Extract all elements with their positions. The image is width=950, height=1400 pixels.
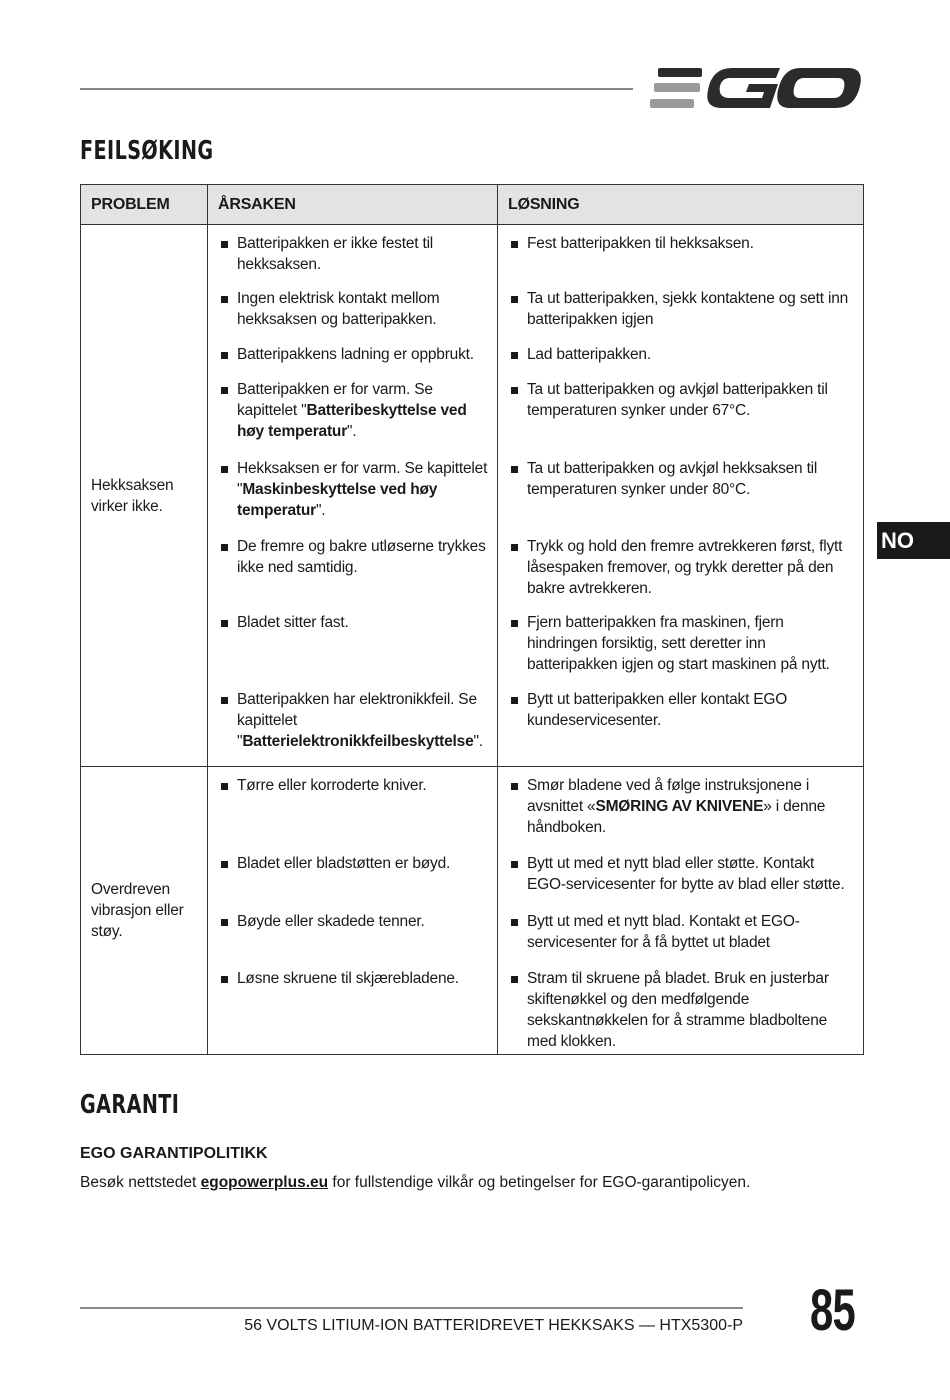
text: Batteripakken har elektronikkfeil. Se kapittelet " <box>237 691 477 750</box>
text: Bytt ut batteripakken eller kontakt EGO kundeservicesenter. <box>527 691 788 729</box>
cause-cell <box>208 225 498 767</box>
bold-text: Batterielektronikkfeilbeskyttelse <box>242 733 474 750</box>
ego-logo <box>650 62 862 114</box>
text: Smør bladene ved å følge instruksjonene i avsnittet « <box>527 777 810 815</box>
cause-item <box>220 853 489 911</box>
table-header-row <box>81 185 864 225</box>
warranty-text-after: for fullstendige vilkår og betingelser for EGO-garantipolicyen. <box>328 1174 751 1191</box>
text: Lad batteripakken. <box>527 346 651 363</box>
cause-item <box>220 344 489 379</box>
column-header-problem: PROBLEM <box>81 185 208 225</box>
page-number: 85 <box>810 1278 856 1343</box>
cause-item <box>220 458 489 536</box>
text: » i denne håndboken. <box>527 798 826 836</box>
bold-text: SMØRING AV KNIVENE <box>595 798 764 815</box>
solution-item <box>510 689 855 766</box>
solution-item <box>510 968 855 1054</box>
cause-item <box>220 288 489 344</box>
text: Løsne skruene til skjærebladene. <box>237 970 459 987</box>
text: Ta ut batteripakken og avkjøl hekksaksen til temperaturen synker under 80°C. <box>527 460 818 498</box>
text: Ingen elektrisk kontakt mellom hekksaksen og batteripakken. <box>237 290 440 328</box>
text: Bøyde eller skadede tenner. <box>237 913 425 930</box>
solution-cell <box>498 225 864 767</box>
solution-item <box>510 288 855 344</box>
cause-item <box>220 775 489 853</box>
table-row <box>81 225 864 767</box>
text: Bladet eller bladstøtten er bøyd. <box>237 855 451 872</box>
solution-item <box>510 911 855 968</box>
header-rule <box>80 88 633 90</box>
cause-item <box>220 911 489 968</box>
column-header-solution: LØSNING <box>498 185 864 225</box>
warranty-text-before: Besøk nettstedet <box>80 1174 201 1191</box>
text: Fest batteripakken til hekksaksen. <box>527 235 754 252</box>
text: Fjern batteripakken fra maskinen, fjern hindringen forsiktig, sett deretter inn batteripakken igjen og start maskinen på nytt. <box>527 614 830 673</box>
bold-text: Maskinbeskyttelse ved høy temperatur <box>237 481 438 519</box>
warranty-link[interactable]: egopowerplus.eu <box>200 1174 329 1191</box>
text: Batteripakkens ladning er oppbrukt. <box>237 346 474 363</box>
text: Bladet sitter fast. <box>237 614 349 631</box>
text: De fremre og bakre utløserne trykkes ikke ned samtidig. <box>237 538 486 576</box>
text: Batteripakken er for varm. Se kapittelet " <box>237 381 433 419</box>
text: Stram til skruene på bladet. Bruk en justerbar skiftenøkkel og den medfølgende sekskantnøkkelen for å stramme bladboltene med klokken. <box>527 970 829 1050</box>
footer-text: 56 VOLTS LITIUM-ION BATTERIDREVET HEKKSAKS — HTX5300-P <box>244 1317 743 1334</box>
text: Ta ut batteripakken og avkjøl batteripakken til temperaturen synker under 67°C. <box>527 381 828 419</box>
text: ". <box>347 423 357 440</box>
solution-item <box>510 233 855 288</box>
column-header-cause: ÅRSAKEN <box>208 185 498 225</box>
cause-item <box>220 612 489 689</box>
text: Ta ut batteripakken, sjekk kontaktene og sett inn batteripakken igjen <box>527 290 849 328</box>
text: Bytt ut med et nytt blad. Kontakt et EGO-servicesenter for å få byttet ut bladet <box>527 913 800 951</box>
troubleshooting-title: FEILSØKING <box>80 136 214 166</box>
solution-cell <box>498 767 864 1055</box>
solution-item <box>510 536 855 612</box>
table-row <box>81 767 864 1055</box>
cause-item <box>220 379 489 458</box>
language-tab: NO <box>877 522 950 559</box>
problem-cell: Overdreven vibrasjon eller støy. <box>81 767 208 1055</box>
warranty-text <box>80 1174 750 1192</box>
footer-rule <box>80 1307 743 1309</box>
warranty-subtitle: EGO GARANTIPOLITIKK <box>80 1145 268 1162</box>
text: ". <box>315 502 326 519</box>
cause-item <box>220 233 489 288</box>
cause-item <box>220 536 489 612</box>
solution-item <box>510 775 855 853</box>
cause-item <box>220 968 489 1054</box>
solution-item <box>510 612 855 689</box>
text: Bytt ut med et nytt blad eller støtte. Kontakt EGO-servicesenter for bytte av blad eller støtte. <box>527 855 845 893</box>
text: Batteripakken er ikke festet til hekksaksen. <box>237 235 434 273</box>
text: Trykk og hold den fremre avtrekkeren først, flytt låsespaken fremover, og trykk deretter på den bakre avtrekkeren. <box>527 538 843 597</box>
solution-item <box>510 379 855 458</box>
solution-item <box>510 344 855 379</box>
text: Tørre eller korroderte kniver. <box>237 777 427 794</box>
cause-cell <box>208 767 498 1055</box>
problem-cell: Hekksaksen virker ikke. <box>81 225 208 767</box>
warranty-title: GARANTI <box>80 1090 180 1120</box>
text: ". <box>473 733 483 750</box>
solution-item <box>510 853 855 911</box>
cause-item <box>220 689 489 766</box>
bold-text: Batteribeskyttelse ved høy temperatur <box>237 402 467 440</box>
troubleshooting-table <box>80 184 864 1055</box>
solution-item <box>510 458 855 536</box>
text: Hekksaksen er for varm. Se kapittelet " <box>237 460 488 498</box>
